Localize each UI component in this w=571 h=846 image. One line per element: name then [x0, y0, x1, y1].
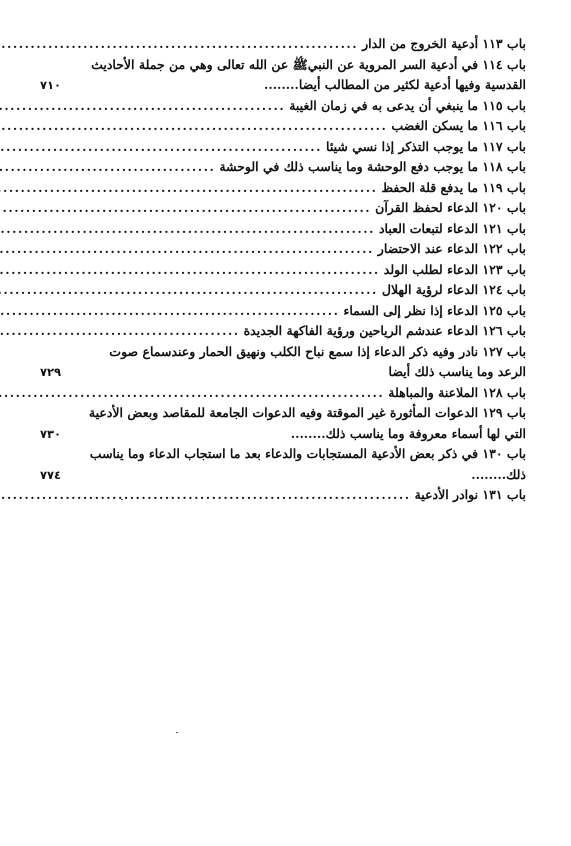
toc-entry-text: باب ١٢١ الدعاء لتبعات العباد: [378, 220, 526, 236]
toc-entry-text: باب ١١٦ ما يسكن الغضب: [391, 118, 526, 133]
toc-entry: [40, 178, 526, 199]
dot-leader: [0, 137, 322, 158]
toc-entry-title: [0, 116, 526, 137]
toc-entry: [40, 116, 526, 137]
toc-entry: [40, 383, 526, 404]
toc-entry-title: [0, 260, 526, 281]
scan-speck: [176, 732, 178, 733]
toc-entry-page-number: ٧١٠: [40, 78, 62, 92]
toc-entry-title: [0, 383, 526, 404]
dot-leader: [0, 280, 378, 301]
toc-entry-title: [78, 55, 526, 96]
toc-entry-title: [0, 157, 526, 178]
dot-leader: [0, 485, 411, 506]
toc-entry-page-number: ٧٧٤: [40, 467, 62, 482]
toc-entry-title: [0, 178, 526, 199]
toc-entry: [40, 198, 526, 219]
toc-entry-title: [0, 137, 526, 158]
toc-entry-text: باب ١١٧ ما يوجب التذكر إذا نسي شيئا: [326, 138, 526, 154]
toc-entry-text: باب ١٢٦ الدعاء عندشم الرياحين ورؤية الفاكهة الجديدة: [243, 323, 526, 338]
toc-entry-title: [0, 301, 526, 322]
dot-leader: [0, 96, 285, 117]
toc-entry: [40, 485, 526, 506]
toc-entry-title: [0, 198, 526, 219]
toc-entry-text: باب ١٢٣ الدعاء لطلب الولد: [383, 261, 526, 277]
toc-entry-title: [0, 321, 526, 342]
toc-entry-text: باب ١١٥ ما ينبغي أن يدعى به في زمان الغيبة: [289, 97, 526, 113]
toc-entry-text: باب ١١٤ في أدعية السر المروية عن النبيﷺ عن الله تعالى وهي من جملة الأحاديث القدسية وفيها أدعية لكثير من المطالب أيضا: [91, 56, 526, 92]
dot-leader: ........: [471, 466, 507, 482]
toc-entry-text: باب ١٢٧ نادر وفيه ذكر الدعاء إذا سمع نباح الكلب ونهيق الحمار وعندسماع صوت الرعد وما يناسب ذلك أيضا: [109, 343, 526, 379]
toc-entry-text: باب ١٢٨ الملاعنة والمباهلة: [388, 384, 526, 400]
toc-entry-title: [0, 219, 526, 240]
toc-entry: [40, 137, 526, 158]
toc-entry: [40, 403, 526, 444]
toc-entry-text: باب ١١٨ ما يوجب دفع الوحشة وما يناسب ذلك في الوحشة: [219, 159, 526, 174]
dot-leader: [0, 178, 377, 199]
toc-entry-title: [78, 342, 526, 383]
toc-entry-text: باب ١١٩ ما يدفع قلة الحفظ: [381, 179, 526, 195]
toc-entry-text: باب ١٢٢ الدعاء عند الاحتضار: [377, 241, 526, 256]
dot-leader: [0, 219, 375, 240]
toc-entry: [40, 239, 526, 260]
toc-entry: [40, 342, 526, 383]
toc-entry-title: [78, 403, 526, 444]
table-of-contents: [40, 34, 526, 506]
toc-entry: [40, 34, 526, 55]
dot-leader: [0, 321, 240, 342]
toc-entry: [40, 219, 526, 240]
toc-entry-text: باب ١٢٩ الدعوات المأثورة غير الموقتة وفيه الدعوات الجامعة للمقاصد وبعض الأدعية التي لها أسماء معروفة وما يناسب ذلك: [88, 405, 526, 441]
toc-entry-title: [0, 280, 526, 301]
toc-entry: [40, 301, 526, 322]
dot-leader: [0, 198, 371, 219]
dot-leader: ........: [290, 425, 326, 441]
toc-entry: [40, 157, 526, 178]
toc-entry-text: باب ١٣٠ في ذكر بعض الأدعية المستجابات والدعاء بعد ما استجاب الدعاء وما يناسب ذلك: [89, 446, 526, 482]
toc-entry-title: [78, 444, 526, 485]
toc-entry-title: [0, 34, 526, 55]
toc-entry-text: باب ١٣١ نوادر الأدعية: [414, 487, 526, 502]
dot-leader: [0, 301, 339, 322]
toc-entry: [40, 321, 526, 342]
toc-entry: [40, 260, 526, 281]
toc-entry-text: باب ١٢٠ الدعاء لحفظ القرآن: [375, 200, 526, 215]
dot-leader: [0, 383, 384, 404]
dot-leader: [0, 157, 215, 178]
toc-entry-title: [0, 485, 526, 506]
toc-entry-text: باب ١٢٤ الدعاء لرؤية الهلال: [381, 282, 526, 297]
toc-entry-title: [0, 96, 526, 117]
dot-leader: [0, 116, 387, 137]
toc-entry: [40, 444, 526, 485]
dot-leader: [0, 34, 358, 55]
toc-entry-page-number: ٧٢٩: [40, 365, 62, 379]
toc-entry: [40, 55, 526, 96]
toc-entry: [40, 96, 526, 117]
scan-speck: [121, 499, 123, 500]
toc-entry: [40, 280, 526, 301]
toc-entry-page-number: ٧٣٠: [40, 426, 62, 441]
dot-leader: ........: [264, 77, 299, 92]
dot-leader: [0, 260, 380, 281]
toc-entry-text: باب ١١٣ أدعية الخروج من الدار: [362, 36, 526, 51]
toc-entry-title: [0, 239, 526, 260]
dot-leader: [0, 239, 374, 260]
toc-entry-text: باب ١٢٥ الدعاء إذا نظر إلى السماء: [343, 302, 526, 318]
